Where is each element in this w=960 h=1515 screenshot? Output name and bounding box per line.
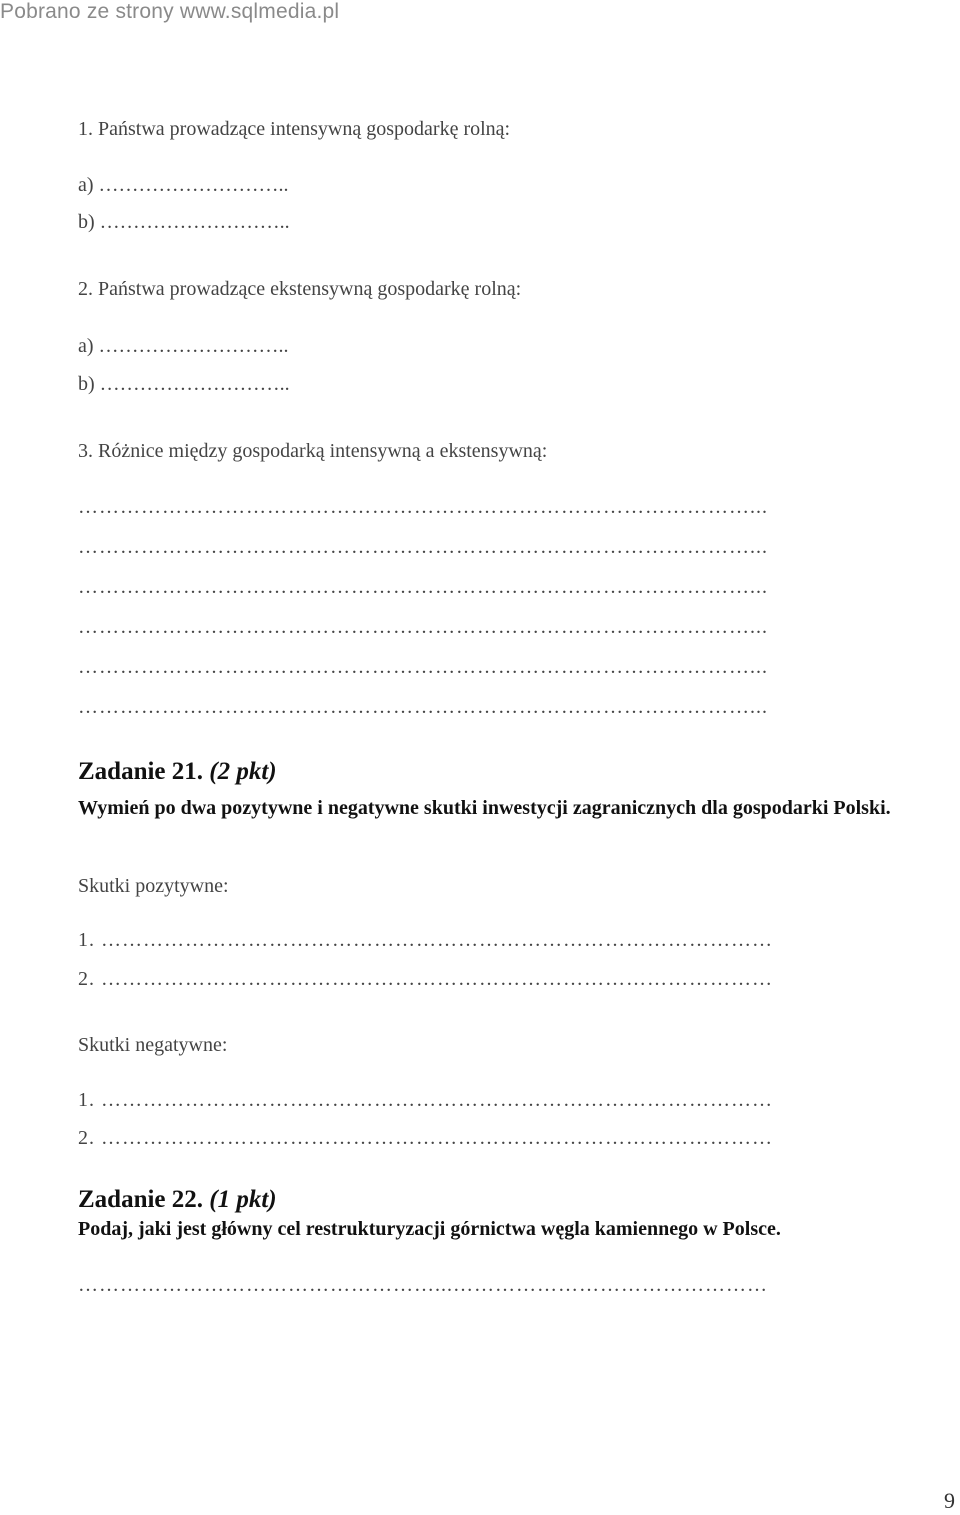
negative-effect-1: 1. …………………………………………………………………………………… <box>78 1089 773 1111</box>
page-number: 9 <box>944 1488 955 1513</box>
answer-line: ……………………………………………………………………………………... <box>78 656 768 678</box>
positive-effect-1: 1. …………………………………………………………………………………… <box>78 929 773 951</box>
question-1-title: 1. Państwa prowadzące intensywną gospodarkę rolną: <box>78 118 511 140</box>
negative-effect-2: 2. …………………………………………………………………………………… <box>78 1127 773 1149</box>
question-1-answer-b: b) ……………………….. <box>78 211 290 233</box>
negative-effects-label: Skutki negatywne: <box>78 1034 228 1056</box>
answer-line: ……………………………………………………………………………………... <box>78 696 768 718</box>
answer-line: ……………………………………………………………………………………... <box>78 616 768 638</box>
answer-line: ……………………………………………………………………………………... <box>78 496 768 518</box>
question-2-answer-a: a) ……………………….. <box>78 335 289 357</box>
question-1-answer-a: a) ……………………….. <box>78 174 289 196</box>
answer-line: ……………………………………………………………………………………... <box>78 536 768 558</box>
task-21-heading <box>78 758 277 786</box>
positive-effect-2: 2. …………………………………………………………………………………… <box>78 968 773 990</box>
task-22-answer-line: ……………………………………………...……………………………………… <box>78 1274 768 1296</box>
task-22-points: (1 pkt) <box>209 1186 277 1213</box>
task-21-instruction: Wymień po dwa pozytywne i negatywne skutki inwestycji zagranicznych dla gospodarki Polski. <box>78 797 891 819</box>
watermark: Pobrano ze strony www.sqlmedia.pl <box>0 0 340 23</box>
question-2-title: 2. Państwa prowadzące ekstensywną gospodarkę rolną: <box>78 278 522 300</box>
question-3-title: 3. Różnice między gospodarką intensywną a ekstensywną: <box>78 440 548 462</box>
answer-line: ……………………………………………………………………………………... <box>78 576 768 598</box>
positive-effects-label: Skutki pozytywne: <box>78 875 229 897</box>
task-21-label: Zadanie 21. <box>78 758 210 785</box>
task-22-instruction: Podaj, jaki jest główny cel restrukturyzacji górnictwa węgla kamiennego w Polsce. <box>78 1218 781 1240</box>
task-22-heading <box>78 1186 277 1214</box>
task-21-points: (2 pkt) <box>209 758 277 785</box>
task-22-label: Zadanie 22. <box>78 1186 210 1213</box>
question-2-answer-b: b) ……………………….. <box>78 373 290 395</box>
